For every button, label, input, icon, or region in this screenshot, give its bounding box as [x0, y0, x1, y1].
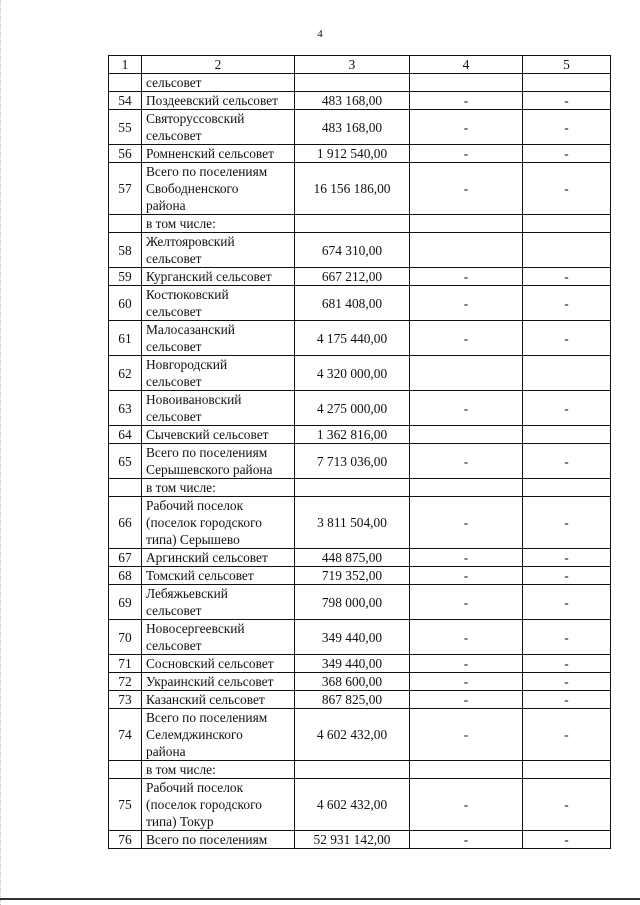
column-header-3: 3	[295, 56, 410, 74]
table-body	[109, 56, 611, 849]
settlement-name-line: Рабочий поселок	[146, 498, 244, 513]
table-header-row	[109, 56, 611, 74]
settlement-name-line: Малосазанский	[146, 322, 235, 337]
settlement-name-line: сельсовет	[146, 304, 202, 319]
table-row	[109, 709, 611, 761]
table-row	[109, 761, 611, 779]
column-5-cell	[523, 479, 611, 497]
amount-cell: 349 440,00	[295, 655, 410, 673]
settlement-name	[142, 709, 295, 761]
table-row	[109, 549, 611, 567]
table-row	[109, 233, 611, 268]
amount-cell: 719 352,00	[295, 567, 410, 585]
row-number: 71	[109, 655, 142, 673]
row-number	[109, 479, 142, 497]
row-number: 59	[109, 268, 142, 286]
row-number: 61	[109, 321, 142, 356]
settlement-name-line: Всего по поселениям	[146, 445, 268, 460]
settlement-name-line: Аргинский сельсовет	[146, 550, 268, 565]
column-4-cell: -	[410, 92, 523, 110]
column-header-5: 5	[523, 56, 611, 74]
row-number: 75	[109, 779, 142, 831]
settlement-name-line: Новосергеевский	[146, 621, 245, 636]
column-4-cell: -	[410, 691, 523, 709]
settlement-name	[142, 215, 295, 233]
column-4-cell: -	[410, 673, 523, 691]
amount-cell	[295, 479, 410, 497]
settlement-name-line: Костюковский	[146, 287, 229, 302]
scan-edge-marks	[0, 0, 5, 905]
settlement-name-line: Новгородский	[146, 357, 228, 372]
settlement-name	[142, 163, 295, 215]
amount-cell: 7 713 036,00	[295, 444, 410, 479]
table-row	[109, 831, 611, 849]
column-4-cell: -	[410, 567, 523, 585]
settlement-name-line: сельсовет	[146, 409, 202, 424]
amount-cell: 867 825,00	[295, 691, 410, 709]
settlement-name	[142, 585, 295, 620]
settlement-name	[142, 497, 295, 549]
settlement-name-line: в том числе:	[146, 762, 216, 777]
column-5-cell: -	[523, 549, 611, 567]
table-row	[109, 321, 611, 356]
row-number: 65	[109, 444, 142, 479]
amount-cell: 4 320 000,00	[295, 356, 410, 391]
column-5-cell: -	[523, 286, 611, 321]
settlement-name-line: сельсовет	[146, 339, 202, 354]
settlement-name-line: Курганский сельсовет	[146, 269, 272, 284]
column-4-cell: -	[410, 110, 523, 145]
column-4-cell: -	[410, 831, 523, 849]
settlement-name-line: сельсовет	[146, 128, 202, 143]
settlement-name-line: Всего по поселениям	[146, 710, 268, 725]
settlement-name	[142, 391, 295, 426]
column-4-cell	[410, 215, 523, 233]
settlement-name-line: района	[146, 744, 186, 759]
amount-cell: 681 408,00	[295, 286, 410, 321]
amount-cell: 674 310,00	[295, 233, 410, 268]
row-number: 56	[109, 145, 142, 163]
column-5-cell	[523, 761, 611, 779]
amount-cell: 16 156 186,00	[295, 163, 410, 215]
table-row	[109, 479, 611, 497]
settlement-name	[142, 268, 295, 286]
settlement-name	[142, 286, 295, 321]
column-4-cell: -	[410, 321, 523, 356]
row-number: 66	[109, 497, 142, 549]
amount-cell: 4 175 440,00	[295, 321, 410, 356]
table-row	[109, 673, 611, 691]
settlement-name-line: района	[146, 198, 186, 213]
column-4-cell: -	[410, 620, 523, 655]
table-row	[109, 92, 611, 110]
row-number: 68	[109, 567, 142, 585]
amount-cell: 4 275 000,00	[295, 391, 410, 426]
column-4-cell	[410, 74, 523, 92]
table-row	[109, 268, 611, 286]
column-5-cell	[523, 426, 611, 444]
settlement-name	[142, 479, 295, 497]
column-5-cell: -	[523, 444, 611, 479]
row-number: 58	[109, 233, 142, 268]
settlement-name-line: Свободненского	[146, 181, 239, 196]
column-4-cell	[410, 479, 523, 497]
amount-cell: 667 212,00	[295, 268, 410, 286]
amount-cell: 368 600,00	[295, 673, 410, 691]
table-row	[109, 620, 611, 655]
table-row	[109, 426, 611, 444]
settlement-name-line: Украинский сельсовет	[146, 674, 274, 689]
settlement-name	[142, 92, 295, 110]
amount-cell: 448 875,00	[295, 549, 410, 567]
settlement-name-line: Селемджинского	[146, 727, 243, 742]
amount-cell: 483 168,00	[295, 92, 410, 110]
row-number: 62	[109, 356, 142, 391]
column-4-cell: -	[410, 286, 523, 321]
column-5-cell: -	[523, 268, 611, 286]
column-5-cell: -	[523, 92, 611, 110]
column-4-cell: -	[410, 779, 523, 831]
amount-cell	[295, 215, 410, 233]
row-number: 64	[109, 426, 142, 444]
column-5-cell: -	[523, 831, 611, 849]
column-5-cell: -	[523, 321, 611, 356]
settlement-name-line: (поселок городского	[146, 797, 262, 812]
column-5-cell	[523, 74, 611, 92]
amount-cell: 1 362 816,00	[295, 426, 410, 444]
settlement-name	[142, 321, 295, 356]
row-number	[109, 215, 142, 233]
settlement-name-line: (поселок городского	[146, 515, 262, 530]
amount-cell: 1 912 540,00	[295, 145, 410, 163]
settlement-name-line: Всего по поселениям	[146, 164, 268, 179]
column-5-cell: -	[523, 620, 611, 655]
column-4-cell: -	[410, 585, 523, 620]
settlement-name-line: в том числе:	[146, 216, 216, 231]
settlement-name-line: Святоруссовский	[146, 111, 245, 126]
amount-cell: 52 931 142,00	[295, 831, 410, 849]
settlement-name	[142, 444, 295, 479]
column-4-cell	[410, 761, 523, 779]
settlement-name-line: Лебяжьевский	[146, 586, 228, 601]
row-number: 74	[109, 709, 142, 761]
row-number: 73	[109, 691, 142, 709]
column-5-cell: -	[523, 163, 611, 215]
column-4-cell	[410, 356, 523, 391]
amount-cell: 483 168,00	[295, 110, 410, 145]
amount-cell: 3 811 504,00	[295, 497, 410, 549]
settlement-name	[142, 74, 295, 92]
column-5-cell	[523, 356, 611, 391]
row-number: 55	[109, 110, 142, 145]
settlement-name	[142, 620, 295, 655]
amount-cell: 798 000,00	[295, 585, 410, 620]
row-number	[109, 761, 142, 779]
row-number: 76	[109, 831, 142, 849]
settlement-name	[142, 831, 295, 849]
settlement-name	[142, 233, 295, 268]
settlement-name	[142, 655, 295, 673]
row-number	[109, 74, 142, 92]
row-number: 57	[109, 163, 142, 215]
row-number: 67	[109, 549, 142, 567]
settlement-name	[142, 673, 295, 691]
table-row	[109, 444, 611, 479]
column-4-cell: -	[410, 709, 523, 761]
settlement-name-line: Желтояровский	[146, 234, 235, 249]
settlement-name-line: Всего по поселениям	[146, 832, 268, 847]
column-5-cell: -	[523, 673, 611, 691]
column-5-cell: -	[523, 709, 611, 761]
column-4-cell	[410, 233, 523, 268]
settlement-name	[142, 356, 295, 391]
settlement-name-line: типа) Токур	[146, 814, 214, 829]
table-row	[109, 145, 611, 163]
settlement-name-line: Новоивановский	[146, 392, 242, 407]
row-number: 60	[109, 286, 142, 321]
column-5-cell: -	[523, 567, 611, 585]
row-number: 69	[109, 585, 142, 620]
table-row	[109, 567, 611, 585]
table-row	[109, 497, 611, 549]
settlement-name	[142, 145, 295, 163]
column-5-cell: -	[523, 145, 611, 163]
table-row	[109, 286, 611, 321]
table-row	[109, 215, 611, 233]
row-number: 54	[109, 92, 142, 110]
settlement-name-line: Ромненский сельсовет	[146, 146, 274, 161]
settlement-name-line: сельсовет	[146, 374, 202, 389]
column-5-cell: -	[523, 655, 611, 673]
column-4-cell: -	[410, 549, 523, 567]
settlement-name	[142, 549, 295, 567]
settlement-name-line: Томский сельсовет	[146, 568, 254, 583]
column-4-cell	[410, 426, 523, 444]
column-header-2: 2	[142, 56, 295, 74]
column-header-1: 1	[109, 56, 142, 74]
column-5-cell: -	[523, 585, 611, 620]
table-row	[109, 163, 611, 215]
column-4-cell: -	[410, 163, 523, 215]
settlement-name-line: Поздеевский сельсовет	[146, 93, 279, 108]
row-number: 70	[109, 620, 142, 655]
table-row	[109, 391, 611, 426]
column-4-cell: -	[410, 268, 523, 286]
settlement-name	[142, 761, 295, 779]
column-5-cell: -	[523, 691, 611, 709]
settlement-name	[142, 567, 295, 585]
settlement-name-line: Серышевского района	[146, 462, 273, 477]
page-number: 4	[317, 28, 323, 40]
column-5-cell: -	[523, 779, 611, 831]
settlement-name-line: сельсовет	[146, 603, 202, 618]
column-4-cell: -	[410, 444, 523, 479]
bottom-scan-edge	[0, 898, 640, 900]
settlement-name-line: Сосновский сельсовет	[146, 656, 274, 671]
amount-cell	[295, 761, 410, 779]
column-4-cell: -	[410, 655, 523, 673]
column-5-cell: -	[523, 497, 611, 549]
table-row	[109, 74, 611, 92]
table-row	[109, 585, 611, 620]
settlement-name-line: типа) Серышево	[146, 532, 240, 547]
settlement-name	[142, 691, 295, 709]
column-5-cell	[523, 233, 611, 268]
column-4-cell: -	[410, 391, 523, 426]
allocation-table	[108, 55, 611, 849]
amount-cell: 4 602 432,00	[295, 779, 410, 831]
column-5-cell	[523, 215, 611, 233]
amount-cell: 4 602 432,00	[295, 709, 410, 761]
settlement-name-line: сельсовет	[146, 75, 202, 90]
settlement-name	[142, 110, 295, 145]
settlement-name-line: Казанский сельсовет	[146, 692, 265, 707]
settlement-name-line: сельсовет	[146, 638, 202, 653]
table-row	[109, 356, 611, 391]
column-5-cell: -	[523, 110, 611, 145]
table-row	[109, 779, 611, 831]
column-4-cell: -	[410, 497, 523, 549]
settlement-name-line: сельсовет	[146, 251, 202, 266]
settlement-name-line: Сычевский сельсовет	[146, 427, 269, 442]
table-row	[109, 691, 611, 709]
amount-cell: 349 440,00	[295, 620, 410, 655]
settlement-name-line: Рабочий поселок	[146, 780, 244, 795]
settlement-name-line: в том числе:	[146, 480, 216, 495]
settlement-name	[142, 779, 295, 831]
table-row	[109, 110, 611, 145]
column-header-4: 4	[410, 56, 523, 74]
column-4-cell: -	[410, 145, 523, 163]
table-row	[109, 655, 611, 673]
amount-cell	[295, 74, 410, 92]
row-number: 63	[109, 391, 142, 426]
row-number: 72	[109, 673, 142, 691]
column-5-cell: -	[523, 391, 611, 426]
settlement-name	[142, 426, 295, 444]
